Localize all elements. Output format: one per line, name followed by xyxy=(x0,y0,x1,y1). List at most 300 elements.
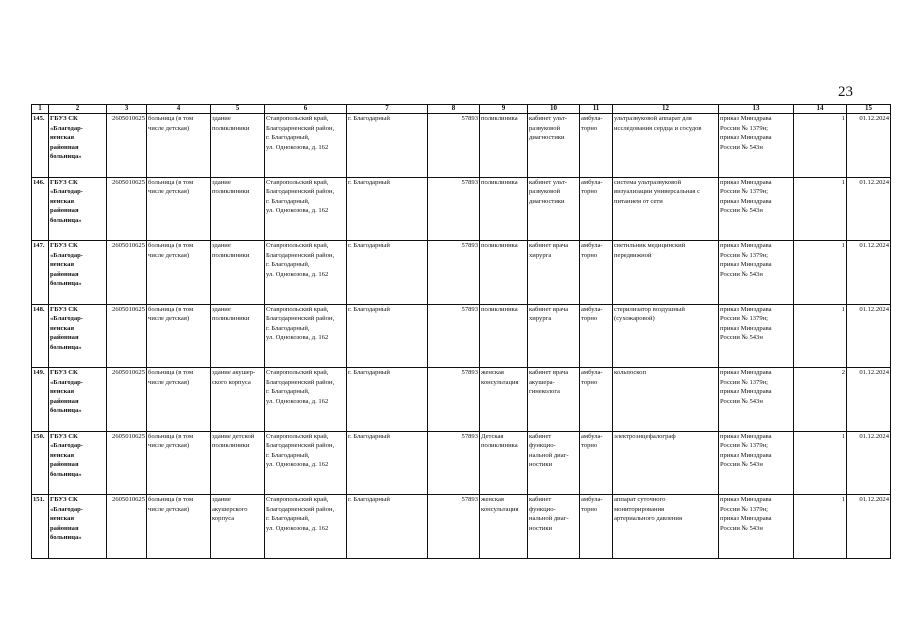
room-cell-line: развуковой xyxy=(529,188,561,196)
building-cell-line: корпуса xyxy=(212,515,235,523)
order-cell-line: России № 543н xyxy=(720,143,763,151)
organization-cell-line: ненская xyxy=(50,451,75,459)
address-cell-line: ул. Однокозова, д. 162 xyxy=(266,270,329,278)
care-type-cell-line: торно xyxy=(581,124,598,132)
index-cell: 57893 xyxy=(428,304,480,368)
building-cell-line: поликлиники xyxy=(212,315,250,323)
city-cell-line: г. Благодарный xyxy=(348,242,390,249)
organization-cell-line: «Благодар- xyxy=(50,315,83,323)
address-cell-line: ул. Однокозова, д. 162 xyxy=(266,461,329,469)
unit-cell xyxy=(480,304,528,368)
order-cell-line: приказ Минздрава xyxy=(720,261,772,269)
organization-cell-line: ГБУЗ СК xyxy=(50,305,78,313)
equipment-cell-line: аппарат суточного xyxy=(614,496,666,503)
code-cell: 2605010625 xyxy=(107,431,147,495)
organization-cell xyxy=(49,241,107,305)
equipment-cell-line: кольпоскоп xyxy=(614,369,646,376)
order-cell-line: России № 543н xyxy=(720,397,763,405)
room-cell-line: кабинет ульт- xyxy=(529,178,568,186)
building-cell xyxy=(211,304,265,368)
care-type-cell xyxy=(580,431,613,495)
order-cell-line: России № 1379н; xyxy=(720,124,769,132)
organization-cell-line: ненская xyxy=(50,324,75,332)
organization-cell-line: «Благодар- xyxy=(50,442,83,450)
equipment-cell-line: мониторирования xyxy=(614,505,665,513)
room-cell xyxy=(528,241,580,305)
care-type-cell-line: амбула- xyxy=(581,178,603,186)
city-cell-line: г. Благодарный xyxy=(348,496,390,503)
organization-cell-line: «Благодар- xyxy=(50,505,83,513)
institution-type-cell-line: больница (в том xyxy=(148,496,194,503)
row-number: 146. xyxy=(32,177,49,241)
code-cell: 2605010625 xyxy=(107,495,147,559)
address-cell xyxy=(265,368,347,432)
address-cell xyxy=(265,241,347,305)
building-cell-line: ского корпуса xyxy=(212,378,251,386)
care-type-cell-line: торно xyxy=(581,378,598,386)
building-cell-line: акушерского xyxy=(212,505,248,513)
order-cell-line: приказ Минздрава xyxy=(720,369,772,376)
row-number: 149. xyxy=(32,368,49,432)
column-header: 11 xyxy=(580,105,613,114)
quantity-cell: 1 xyxy=(794,495,847,559)
equipment-cell-line: (сухожаровой) xyxy=(614,315,655,323)
unit-cell xyxy=(480,114,528,178)
organization-cell-line: больница» xyxy=(50,470,82,478)
table-body xyxy=(32,114,891,559)
quantity-cell: 1 xyxy=(794,241,847,305)
unit-cell-line: поликлиника xyxy=(481,442,518,450)
unit-cell xyxy=(480,495,528,559)
table-row xyxy=(32,431,891,495)
equipment-cell-line: стерилизатор воздушный xyxy=(614,305,685,313)
city-cell-line: г. Благодарный xyxy=(348,432,390,440)
equipment-cell-line: артериального давления xyxy=(614,515,682,523)
column-header: 3 xyxy=(107,105,147,114)
organization-cell-line: районная xyxy=(50,397,79,405)
row-number: 145. xyxy=(32,114,49,178)
equipment-cell xyxy=(613,177,719,241)
organization-cell-line: районная xyxy=(50,207,79,215)
unit-cell-line: консультация xyxy=(481,378,519,386)
care-type-cell-line: амбула- xyxy=(581,305,603,313)
row-number: 151. xyxy=(32,495,49,559)
address-cell xyxy=(265,114,347,178)
care-type-cell xyxy=(580,368,613,432)
address-cell-line: г. Благодарный, xyxy=(266,515,310,523)
address-cell xyxy=(265,495,347,559)
care-type-cell xyxy=(580,114,613,178)
building-cell-line: здание акушер- xyxy=(212,369,256,376)
care-type-cell-line: амбула- xyxy=(581,369,603,376)
order-cell-line: России № 543н xyxy=(720,207,763,215)
building-cell xyxy=(211,241,265,305)
room-cell-line: нальной диаг- xyxy=(529,451,569,459)
order-cell-line: России № 1379н; xyxy=(720,378,769,386)
order-cell-line: приказ Минздрава xyxy=(720,432,772,440)
building-cell-line: поликлиники xyxy=(212,188,250,196)
column-header: 1 xyxy=(32,105,49,114)
code-cell: 2605010625 xyxy=(107,241,147,305)
date-cell: 01.12.2024 xyxy=(847,114,891,178)
equipment-cell-line: визуализации универсальная с xyxy=(614,188,700,196)
organization-cell-line: районная xyxy=(50,143,79,151)
organization-cell-line: ГБУЗ СК xyxy=(50,178,78,186)
room-cell-line: нальной диаг- xyxy=(529,515,569,523)
room-cell xyxy=(528,177,580,241)
address-cell-line: Благодарненский район, xyxy=(266,251,335,259)
organization-cell-line: больница» xyxy=(50,280,82,288)
address-cell-line: г. Благодарный, xyxy=(266,451,310,459)
row-number: 148. xyxy=(32,304,49,368)
code-cell: 2605010625 xyxy=(107,368,147,432)
order-cell-line: приказ Минздрава xyxy=(720,515,772,523)
order-cell-line: России № 543н xyxy=(720,461,763,469)
room-cell-line: диагностики xyxy=(529,197,565,205)
equipment-cell-line: ультразвуковой аппарат для xyxy=(614,115,692,122)
index-cell: 57893 xyxy=(428,241,480,305)
date-cell: 01.12.2024 xyxy=(847,241,891,305)
city-cell xyxy=(347,177,428,241)
table-row xyxy=(32,114,891,178)
building-cell-line: поликлиники xyxy=(212,442,250,450)
unit-cell-line: поликлиника xyxy=(481,305,518,313)
quantity-cell: 1 xyxy=(794,431,847,495)
order-cell-line: приказ Минздрава xyxy=(720,134,772,142)
address-cell-line: ул. Однокозова, д. 162 xyxy=(266,207,329,215)
address-cell-line: Благодарненский район, xyxy=(266,378,335,386)
address-cell-line: г. Благодарный, xyxy=(266,324,310,332)
institution-type-cell xyxy=(147,431,211,495)
order-cell-line: приказ Минздрава xyxy=(720,451,772,459)
organization-cell-line: ненская xyxy=(50,197,75,205)
organization-cell-line: «Благодар- xyxy=(50,251,83,259)
room-cell xyxy=(528,368,580,432)
care-type-cell-line: амбула- xyxy=(581,242,603,249)
order-cell-line: приказ Минздрава xyxy=(720,178,772,186)
building-cell xyxy=(211,177,265,241)
address-cell xyxy=(265,177,347,241)
room-cell-line: ностики xyxy=(529,461,553,469)
address-cell-line: Благодарненский район, xyxy=(266,505,335,513)
care-type-cell xyxy=(580,177,613,241)
column-header: 4 xyxy=(147,105,211,114)
organization-cell-line: «Благодар- xyxy=(50,378,83,386)
building-cell xyxy=(211,368,265,432)
unit-cell-line: Детская xyxy=(481,432,504,440)
building-cell-line: здание xyxy=(212,496,231,503)
address-cell-line: г. Благодарный, xyxy=(266,197,310,205)
address-cell-line: Ставропольский край, xyxy=(266,369,329,376)
unit-cell xyxy=(480,368,528,432)
address-cell-line: Ставропольский край, xyxy=(266,432,329,440)
organization-cell-line: ненская xyxy=(50,388,75,396)
order-cell-line: России № 1379н; xyxy=(720,505,769,513)
organization-cell-line: ненская xyxy=(50,515,75,523)
equipment-cell-line: питанием от сети xyxy=(614,197,663,205)
organization-cell-line: больница» xyxy=(50,407,82,415)
column-header: 10 xyxy=(528,105,580,114)
page-number: 23 xyxy=(838,84,853,100)
address-cell-line: Ставропольский край, xyxy=(266,178,329,186)
organization-cell-line: ГБУЗ СК xyxy=(50,496,78,503)
city-cell-line: г. Благодарный xyxy=(348,115,390,122)
city-cell xyxy=(347,241,428,305)
room-cell-line: ностики xyxy=(529,524,553,532)
institution-type-cell-line: больница (в том xyxy=(148,242,194,249)
care-type-cell-line: торно xyxy=(581,442,598,450)
quantity-cell: 1 xyxy=(794,304,847,368)
index-cell: 57893 xyxy=(428,177,480,241)
order-cell-line: приказ Минздрава xyxy=(720,197,772,205)
room-cell-line: функцио- xyxy=(529,505,556,513)
institution-type-cell xyxy=(147,114,211,178)
table-row xyxy=(32,241,891,305)
code-cell: 2605010625 xyxy=(107,177,147,241)
date-cell: 01.12.2024 xyxy=(847,431,891,495)
order-cell xyxy=(719,177,794,241)
column-header: 9 xyxy=(480,105,528,114)
room-cell-line: кабинет xyxy=(529,432,552,440)
equipment-cell xyxy=(613,304,719,368)
care-type-cell-line: амбула- xyxy=(581,496,603,503)
unit-cell xyxy=(480,241,528,305)
institution-type-cell-line: больница (в том xyxy=(148,178,194,186)
table-row xyxy=(32,495,891,559)
room-cell xyxy=(528,304,580,368)
organization-cell-line: больница» xyxy=(50,216,82,224)
order-cell-line: России № 1379н; xyxy=(720,442,769,450)
order-cell-line: России № 543н xyxy=(720,334,763,342)
quantity-cell: 1 xyxy=(794,177,847,241)
city-cell xyxy=(347,495,428,559)
unit-cell xyxy=(480,431,528,495)
column-header: 2 xyxy=(49,105,107,114)
order-cell xyxy=(719,368,794,432)
code-cell: 2605010625 xyxy=(107,304,147,368)
column-header: 7 xyxy=(347,105,428,114)
building-cell-line: здание xyxy=(212,115,231,122)
organization-cell-line: больница» xyxy=(50,534,82,542)
order-cell-line: приказ Минздрава xyxy=(720,242,772,249)
equipment-cell-line: система ультразвуковой xyxy=(614,178,681,186)
institution-type-cell-line: больница (в том xyxy=(148,305,194,313)
column-header: 12 xyxy=(613,105,719,114)
organization-cell-line: «Благодар- xyxy=(50,188,83,196)
equipment-cell xyxy=(613,114,719,178)
unit-cell-line: женская xyxy=(481,496,504,503)
address-cell-line: Ставропольский край, xyxy=(266,496,329,503)
city-cell-line: г. Благодарный xyxy=(348,178,390,186)
equipment-cell xyxy=(613,368,719,432)
order-cell xyxy=(719,114,794,178)
equipment-cell-line: электроэнцефалограф xyxy=(614,432,676,440)
building-cell-line: здание xyxy=(212,178,231,186)
institution-type-cell-line: числе детская) xyxy=(148,442,190,450)
order-cell-line: России № 1379н; xyxy=(720,251,769,259)
institution-type-cell-line: больница (в том xyxy=(148,115,194,122)
equipment-cell xyxy=(613,495,719,559)
institution-type-cell xyxy=(147,495,211,559)
order-cell-line: приказ Минздрава xyxy=(720,496,772,503)
city-cell xyxy=(347,114,428,178)
care-type-cell xyxy=(580,304,613,368)
date-cell: 01.12.2024 xyxy=(847,304,891,368)
room-cell-line: функцио- xyxy=(529,442,556,450)
organization-cell-line: ГБУЗ СК xyxy=(50,115,78,122)
room-cell-line: гинеколога xyxy=(529,388,560,396)
unit-cell-line: поликлиника xyxy=(481,178,518,186)
room-cell-line: кабинет xyxy=(529,496,552,503)
date-cell: 01.12.2024 xyxy=(847,495,891,559)
header-row xyxy=(32,105,891,114)
room-cell-line: кабинет ульт- xyxy=(529,115,568,122)
institution-type-cell xyxy=(147,304,211,368)
care-type-cell-line: торно xyxy=(581,315,598,323)
order-cell-line: России № 543н xyxy=(720,524,763,532)
city-cell xyxy=(347,304,428,368)
address-cell-line: Благодарненский район, xyxy=(266,124,335,132)
care-type-cell-line: торно xyxy=(581,505,598,513)
institution-type-cell-line: числе детская) xyxy=(148,315,190,323)
address-cell xyxy=(265,431,347,495)
city-cell xyxy=(347,431,428,495)
column-header: 13 xyxy=(719,105,794,114)
equipment-table xyxy=(31,104,891,559)
equipment-cell-line: передвижной xyxy=(614,251,652,259)
building-cell-line: поликлиники xyxy=(212,251,250,259)
care-type-cell xyxy=(580,241,613,305)
address-cell xyxy=(265,304,347,368)
room-cell-line: развуковой xyxy=(529,124,561,132)
index-cell: 57893 xyxy=(428,495,480,559)
unit-cell-line: поликлиника xyxy=(481,115,518,122)
address-cell-line: г. Благодарный, xyxy=(266,134,310,142)
address-cell-line: ул. Однокозова, д. 162 xyxy=(266,334,329,342)
address-cell-line: Благодарненский район, xyxy=(266,315,335,323)
address-cell-line: Ставропольский край, xyxy=(266,305,329,313)
room-cell-line: хирурга xyxy=(529,315,552,323)
building-cell-line: поликлиники xyxy=(212,124,250,132)
organization-cell-line: ненская xyxy=(50,261,75,269)
column-header: 8 xyxy=(428,105,480,114)
column-header: 5 xyxy=(211,105,265,114)
order-cell-line: России № 1379н; xyxy=(720,188,769,196)
institution-type-cell-line: числе детская) xyxy=(148,378,190,386)
building-cell-line: здание xyxy=(212,242,231,249)
building-cell xyxy=(211,431,265,495)
index-cell: 57893 xyxy=(428,431,480,495)
institution-type-cell-line: числе детская) xyxy=(148,251,190,259)
column-header: 14 xyxy=(794,105,847,114)
order-cell-line: приказ Минздрава xyxy=(720,388,772,396)
organization-cell-line: районная xyxy=(50,334,79,342)
row-number: 150. xyxy=(32,431,49,495)
building-cell-line: здание детской xyxy=(212,432,255,440)
address-cell-line: ул. Однокозова, д. 162 xyxy=(266,143,329,151)
order-cell-line: приказ Минздрава xyxy=(720,305,772,313)
order-cell xyxy=(719,495,794,559)
organization-cell xyxy=(49,177,107,241)
room-cell-line: диагностики xyxy=(529,134,565,142)
institution-type-cell-line: числе детская) xyxy=(148,124,190,132)
city-cell-line: г. Благодарный xyxy=(348,305,390,313)
room-cell-line: акушера- xyxy=(529,378,555,386)
organization-cell-line: ГБУЗ СК xyxy=(50,242,78,249)
building-cell xyxy=(211,114,265,178)
building-cell xyxy=(211,495,265,559)
care-type-cell-line: амбула- xyxy=(581,115,603,122)
organization-cell xyxy=(49,495,107,559)
organization-cell-line: ГБУЗ СК xyxy=(50,369,78,376)
organization-cell-line: ненская xyxy=(50,134,75,142)
order-cell-line: приказ Минздрава xyxy=(720,324,772,332)
table-row xyxy=(32,177,891,241)
organization-cell-line: больница» xyxy=(50,343,82,351)
code-cell: 2605010625 xyxy=(107,114,147,178)
address-cell-line: г. Благодарный, xyxy=(266,388,310,396)
address-cell-line: г. Благодарный, xyxy=(266,261,310,269)
city-cell-line: г. Благодарный xyxy=(348,369,390,376)
room-cell-line: кабинет врача xyxy=(529,305,569,313)
column-header: 6 xyxy=(265,105,347,114)
organization-cell-line: больница» xyxy=(50,153,82,161)
institution-type-cell xyxy=(147,177,211,241)
institution-type-cell-line: больница (в том xyxy=(148,432,194,440)
address-cell-line: ул. Однокозова, д. 162 xyxy=(266,524,329,532)
room-cell-line: хирурга xyxy=(529,251,552,259)
quantity-cell: 1 xyxy=(794,114,847,178)
organization-cell xyxy=(49,114,107,178)
equipment-cell xyxy=(613,241,719,305)
organization-cell-line: районная xyxy=(50,524,79,532)
order-cell-line: приказ Минздрава xyxy=(720,115,772,122)
institution-type-cell-line: числе детская) xyxy=(148,505,190,513)
building-cell-line: здание xyxy=(212,305,231,313)
date-cell: 01.12.2024 xyxy=(847,177,891,241)
care-type-cell xyxy=(580,495,613,559)
equipment-cell xyxy=(613,431,719,495)
column-header: 15 xyxy=(847,105,891,114)
address-cell-line: Ставропольский край, xyxy=(266,115,329,122)
index-cell: 57893 xyxy=(428,114,480,178)
institution-type-cell xyxy=(147,368,211,432)
care-type-cell-line: торно xyxy=(581,188,598,196)
table-row xyxy=(32,368,891,432)
address-cell-line: Благодарненский район, xyxy=(266,188,335,196)
organization-cell-line: «Благодар- xyxy=(50,124,83,132)
institution-type-cell xyxy=(147,241,211,305)
index-cell: 57893 xyxy=(428,368,480,432)
table-row xyxy=(32,304,891,368)
institution-type-cell-line: больница (в том xyxy=(148,369,194,376)
row-number: 147. xyxy=(32,241,49,305)
organization-cell-line: районная xyxy=(50,270,79,278)
quantity-cell: 2 xyxy=(794,368,847,432)
room-cell xyxy=(528,114,580,178)
order-cell xyxy=(719,241,794,305)
organization-cell xyxy=(49,368,107,432)
order-cell-line: России № 543н xyxy=(720,270,763,278)
unit-cell-line: поликлиника xyxy=(481,242,518,249)
room-cell xyxy=(528,431,580,495)
room-cell-line: кабинет врача xyxy=(529,242,569,249)
unit-cell-line: женская xyxy=(481,369,504,376)
room-cell xyxy=(528,495,580,559)
address-cell-line: Благодарненский район, xyxy=(266,442,335,450)
organization-cell xyxy=(49,304,107,368)
organization-cell xyxy=(49,431,107,495)
